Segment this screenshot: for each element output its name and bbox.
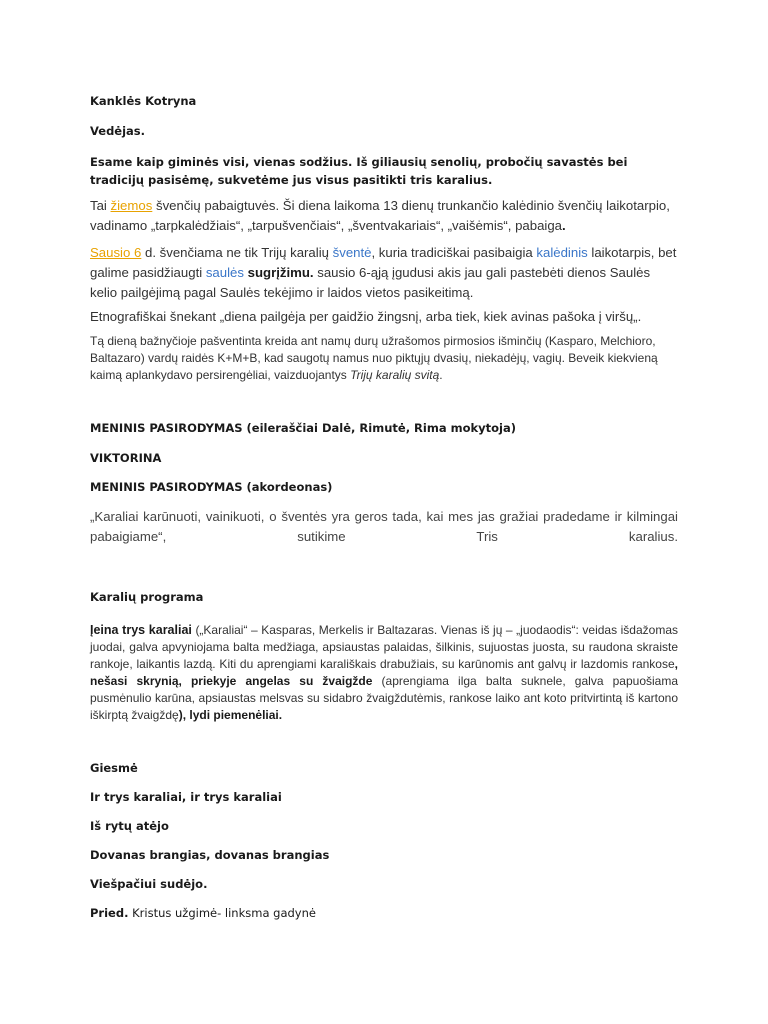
host-heading: Vedėjas. (90, 124, 146, 138)
hymn-line-4: Viešpačiui sudėjo. (90, 877, 208, 891)
program-paragraph: Įeina trys karaliai („Karaliai“ – Kasparas, Merkelis ir Baltazaras. Vienas iš jų – „juodaodis“: veidas išdažomas juodai, galva apvyniojama balta medžiaga, apsiaustas palaidas, šilkinis, sujuostas juosta, su raudona skraiste rankoje, laikantis lazdą. Kiti du aprengiami karališkais drabužiais, su karūnomis ant galvų ir lazdomis rankose, nešasi skrynią, priekyje angelas su žvaigžde (aprengiama ilga balta suknele, galva papuošiama pusmėnulio karūna, apsiaustas melsvas su sidabro žvaigždutėmis, rankose laiko ant koto pritvirtintą iš kartono iškirptą žvaigždę), lydi piemenėliai. (90, 623, 678, 722)
link-sun[interactable]: saulės (205, 265, 244, 280)
paragraph-chalk-blessing: Tą dieną bažnyčioje pašventinta kreida ant namų durų užrašomos pirmosios išminčių (Kasparo, Melchioro, Baltazaro) vardų raidės K+M+B, kad saugotų namus nuo piktųjų dvasių, niekadėjų, vagių. Beveik kiekvieną kaimą aplankydavo persirengėliai, vaizduojantys Trijų karalių svitą. (90, 334, 658, 382)
refrain-line: Pried. Kristus užgimė- linksma gadynė (90, 906, 316, 920)
link-christmas[interactable]: kalėdinis (536, 245, 588, 260)
quote-line-2: pabaigiame“, sutikime Tris karalius. (90, 529, 678, 544)
art-performance-1: MENINIS PASIRODYMAS (eileraščiai Dalė, Rimutė, Rima mokytoja) (90, 421, 516, 435)
hymn-line-2: Iš rytų atėjo (90, 819, 169, 833)
program-heading: Karalių programa (90, 590, 204, 604)
quiz-heading: VIKTORINA (90, 451, 162, 465)
art-performance-2: MENINIS PASIRODYMAS (akordeonas) (90, 480, 333, 494)
paragraph-ethnography: Etnografiškai šnekant „diena pailgėja per gaidžio žingsnį, arba tiek, kiek avinas pašoka į viršų„. (90, 309, 642, 324)
intro-paragraph: Esame kaip giminės visi, vienas sodžius. Iš giliausių senolių, probočių savastės bei tradicijų pasisėmę, sukvetėme jus visus pasitikti tris karalius. (90, 155, 628, 187)
hymn-line-1: Ir trys karaliai, ir trys karaliai (90, 790, 282, 804)
paragraph-january-6: Sausio 6 d. švenčiama ne tik Trijų karalių šventė, kuria tradiciškai pasibaigia kalėdinis laikotarpis, bet galime pasidžiaugti saulės sugrįžimu. sausio 6-ąją įgudusi akis jau gali pastebėti dienos Saulės kelio pailgėjimą pagal Saulės tekėjimo ir laidos vietos pasikeitimą. (90, 245, 677, 300)
hymn-heading: Giesmė (90, 761, 138, 775)
hymn-line-3: Dovanas brangias, dovanas brangias (90, 848, 330, 862)
link-january-6[interactable]: Sausio 6 (90, 245, 142, 260)
author-heading: Kanklės Kotryna (90, 94, 197, 108)
paragraph-end-of-holidays: Tai žiemos švenčių pabaigtuvės. Ši diena laikoma 13 dienų trunkančio kalėdinio švenčių laikotarpio, vadinamo „tarpkalėdžiais“, „tarpušvenčiais“, „šventvakariais“, „vaišėmis“, pabaiga. (90, 198, 670, 233)
link-holiday[interactable]: šventė (332, 245, 372, 260)
link-winter[interactable]: žiemos (110, 198, 153, 213)
quote-line-1: „Karaliai karūnuoti, vainikuoti, o šventės yra geros tada, kai mes jas gražiai pradedame ir kilmingai (90, 509, 678, 524)
quote-block (90, 507, 678, 547)
